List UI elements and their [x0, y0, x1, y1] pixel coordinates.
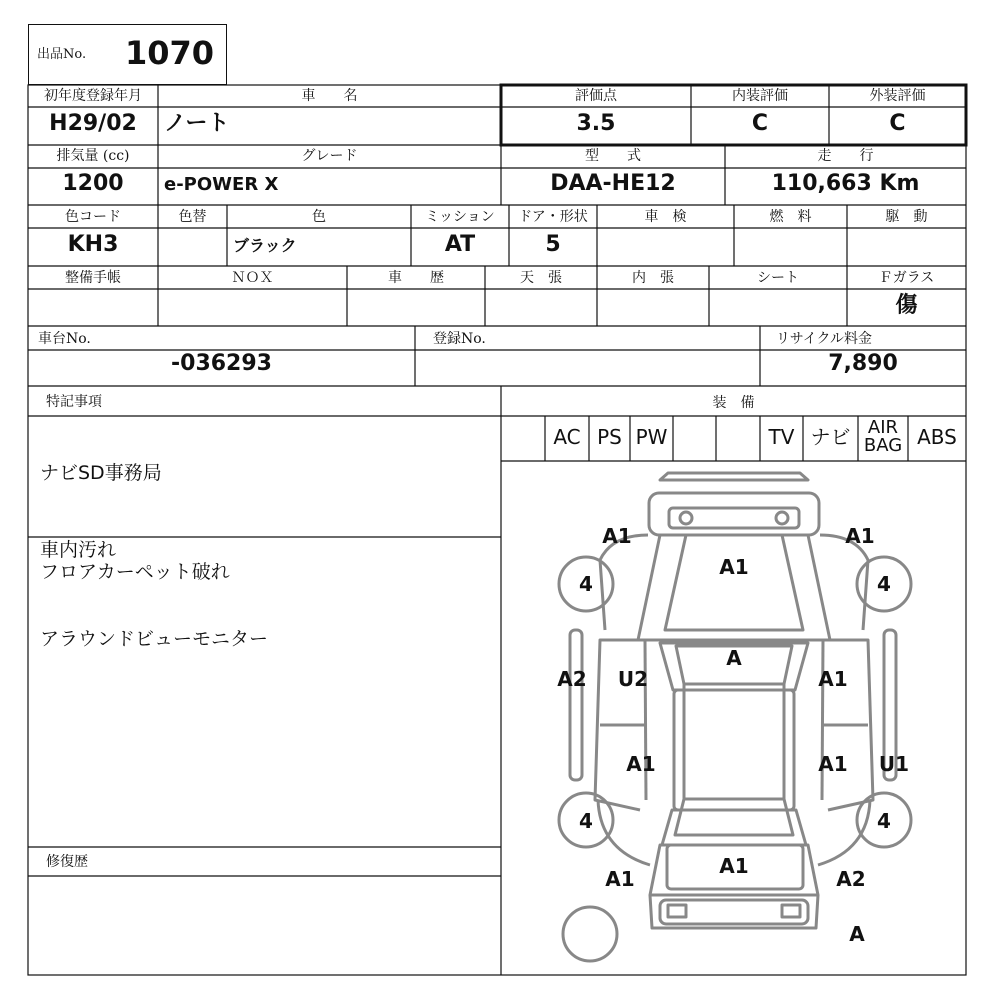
roof-label: 天 張	[520, 270, 562, 286]
color-code-value: KH3	[67, 232, 119, 257]
interior-trim-label: 内 張	[632, 270, 674, 286]
car-name-label: 車 名	[301, 88, 358, 104]
mileage-value: 110,663 Km	[771, 171, 920, 196]
seat-label: シート	[757, 270, 799, 286]
damage-mark-front-left-corner: A1	[602, 524, 632, 548]
exterior-label: 外装評価	[869, 88, 926, 104]
inspection-label: 車 検	[644, 209, 687, 225]
damage-mark-trunk: A1	[719, 854, 749, 878]
nox-label: ＮＯＸ	[231, 270, 274, 286]
damage-mark-front-left-tire: 4	[579, 572, 593, 596]
score-value: 3.5	[576, 111, 616, 136]
repaint-label: 色替	[178, 209, 207, 225]
chassis-no-label: 車台No.	[38, 331, 91, 347]
notes-label: 特記事項	[46, 394, 102, 410]
model-label: 型 式	[585, 148, 641, 164]
damage-mark-rear-right-fender: U1	[878, 752, 910, 776]
color-code-label: 色コード	[65, 209, 121, 225]
notes-line-4: アラウンドビューモニター	[40, 628, 269, 650]
damage-mark-roof: A	[726, 646, 742, 670]
f-glass-label: Ｆガラス	[878, 270, 935, 286]
exterior-value: C	[889, 111, 906, 136]
mission-value: AT	[444, 232, 476, 257]
equipment-airbag	[858, 417, 908, 455]
interior-value: C	[751, 111, 769, 136]
car-diagram	[501, 461, 966, 975]
color-label: 色	[312, 209, 326, 225]
damage-mark-front-right-tire: 4	[877, 572, 891, 596]
car-name-value: ノート	[164, 111, 230, 136]
service-book-label: 整備手帳	[65, 270, 121, 286]
history-label: 車 歴	[388, 270, 444, 286]
color-value: ブラック	[233, 236, 297, 255]
fuel-label: 燃 料	[769, 209, 812, 225]
equipment-pw: PW	[635, 425, 668, 449]
reg-no-label: 登録No.	[433, 331, 486, 347]
airbag-line-2: BAG	[863, 435, 903, 456]
displacement-value: 1200	[62, 171, 124, 196]
chassis-no-value: -036293	[171, 351, 272, 376]
repair-label: 修復歴	[46, 854, 88, 870]
score-label: 評価点	[575, 88, 617, 104]
first-reg-label: 初年度登録年月	[44, 88, 142, 104]
displacement-label: 排気量 (cc)	[56, 148, 130, 164]
damage-mark-rear-left-tire: 4	[579, 809, 593, 833]
lot-number: 1070	[125, 34, 215, 72]
grade-label: グレード	[301, 148, 358, 164]
damage-mark-front-left-door: U2	[617, 667, 649, 691]
equipment-ac: AC	[553, 425, 581, 449]
doors-value: 5	[545, 232, 561, 257]
doors-label: ドア・形状	[518, 209, 588, 225]
airbag-line-1: AIR	[867, 417, 899, 438]
lot-label: 出品No.	[37, 47, 87, 62]
drive-label: 駆 動	[885, 209, 928, 225]
equipment-navi: ナビ	[810, 425, 851, 449]
damage-mark-front-right-door: A1	[818, 667, 848, 691]
recycle-value: 7,890	[828, 351, 898, 376]
notes-line-1: ナビSD事務局	[40, 462, 162, 484]
damage-mark-front-right-corner: A1	[845, 524, 875, 548]
grade-value: e-POWER X	[164, 174, 279, 195]
equipment-label: 装 備	[712, 395, 755, 411]
damage-mark-rear-left-corner: A1	[605, 867, 635, 891]
mileage-label: 走 行	[817, 148, 874, 164]
mission-label: ミッション	[425, 209, 495, 225]
equipment-tv: TV	[768, 425, 795, 449]
model-value: DAA-HE12	[550, 171, 676, 196]
equipment-ps: PS	[597, 425, 622, 449]
damage-mark-hood: A1	[719, 555, 749, 579]
notes-line-2: 車内汚れ	[40, 539, 117, 561]
f-glass-value: 傷	[895, 293, 918, 318]
damage-mark-rear-bumper: A	[849, 922, 865, 946]
notes-line-3: フロアカーペット破れ	[40, 561, 230, 583]
damage-mark-rear-right-door: A1	[818, 752, 848, 776]
equipment-abs: ABS	[917, 425, 957, 449]
damage-mark-rear-right-tire: 4	[877, 809, 891, 833]
damage-mark-rear-left-door: A1	[626, 752, 656, 776]
first-reg-value: H29/02	[49, 111, 137, 136]
damage-mark-front-left-fender: A2	[557, 667, 587, 691]
damage-mark-rear-right-corner: A2	[836, 867, 866, 891]
interior-label: 内装評価	[732, 88, 788, 104]
recycle-label: リサイクル料金	[776, 331, 873, 347]
